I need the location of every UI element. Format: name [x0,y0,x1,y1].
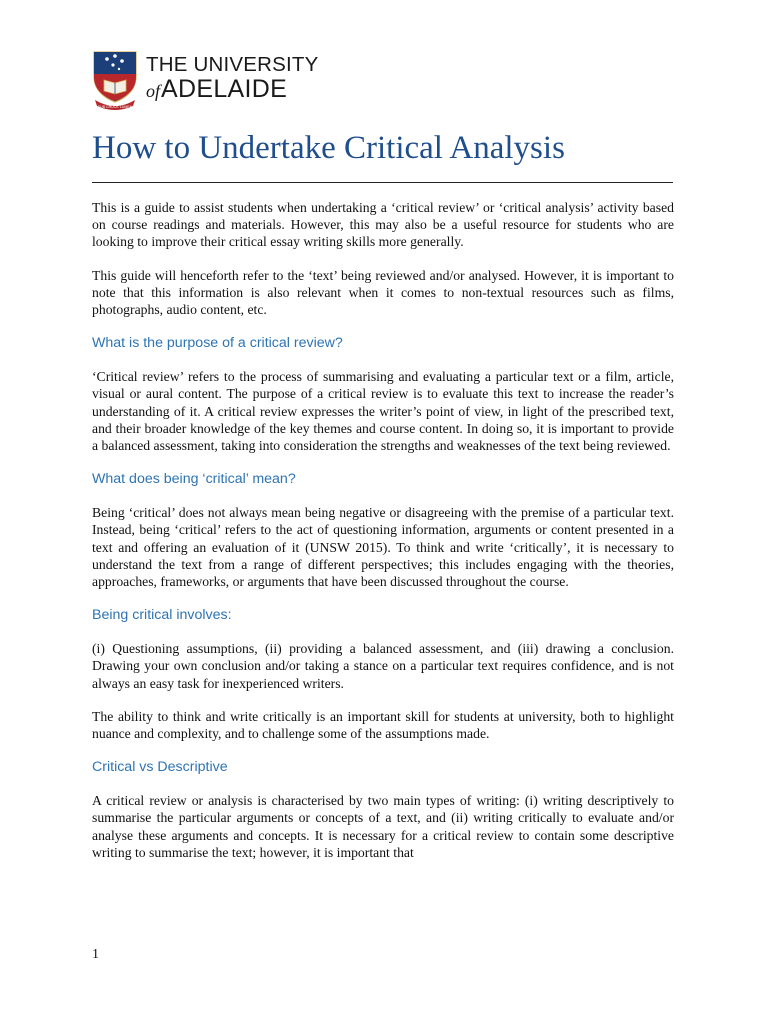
body-paragraph: (i) Questioning assumptions, (ii) providing a balanced assessment, and (iii) drawing a conclusion. Drawing your own conclusion and/or taking a stance on a particular text requires confidence, and is not always an easy task for inexperienced writers. [92,641,674,691]
section-heading: Being critical involves: [92,607,232,624]
body-paragraph: A critical review or analysis is characterised by two main types of writing: (i) writing descriptively to summarise the particular arguments or concepts of a text, and (ii) writing critically to evaluate and/or analyse these arguments and concepts. It is necessary for a critical review to contain some descriptive writing to summarise the text; however, it is important that [92,793,674,860]
body-paragraph: This is a guide to assist students when undertaking a ‘critical review’ or ‘critical analysis’ activity based on course readings and materials. However, this may also be a useful resource for students who are looking to improve their critical essay writing skills more generally. [92,200,674,250]
crest-motto: SUB CRUCE LUMEN [97,105,133,109]
document-title: How to Undertake Critical Analysis [92,130,565,166]
crest-icon [92,50,138,112]
logo-name: ADELAIDE [161,75,288,103]
title-rule [92,182,673,183]
section-heading: What does being ‘critical’ mean? [92,471,296,488]
logo-line2 [146,75,287,104]
body-paragraph: This guide will henceforth refer to the ‘text’ being reviewed and/or analysed. However, it is important to note that this information is also relevant when it comes to non-textual resources such as films, photographs, audio content, etc. [92,267,674,318]
logo-line1: THE UNIVERSITY [146,53,319,76]
university-logo [92,50,319,112]
body-paragraph: The ability to think and write critically is an important skill for students at university, both to highlight nuance and complexity, and to challenge some of the assumptions made. [92,708,674,742]
document-body [92,199,674,861]
logo-of: of [146,81,161,101]
body-paragraph: ‘Critical review’ refers to the process of summarising and evaluating a particular text or a film, article, visual or aural content. The purpose of a critical review is to evaluate this text to increase the reader’s understanding of it. A critical review expresses the writer’s point of view, in light of the prescribed text, and their broader knowledge of the key themes and course content. In doing so, it is important to provide a balanced assessment, taking into consideration the strengths and weaknesses of the text being reviewed. [92,369,674,454]
section-heading: What is the purpose of a critical review? [92,335,343,352]
page-number: 1 [92,947,99,962]
body-paragraph: Being ‘critical’ does not always mean being negative or disagreeing with the premise of a particular text. Instead, being ‘critical’ refers to the act of questioning information, arguments or content presented in a text and offering an evaluation of it (UNSW 2015). To think and write ‘critically’, it is necessary to understand the text from a range of different perspectives; this includes engaging with the theories, approaches, frameworks, or arguments that have been discussed throughout the course. [92,505,674,590]
section-heading: Critical vs Descriptive [92,759,228,776]
